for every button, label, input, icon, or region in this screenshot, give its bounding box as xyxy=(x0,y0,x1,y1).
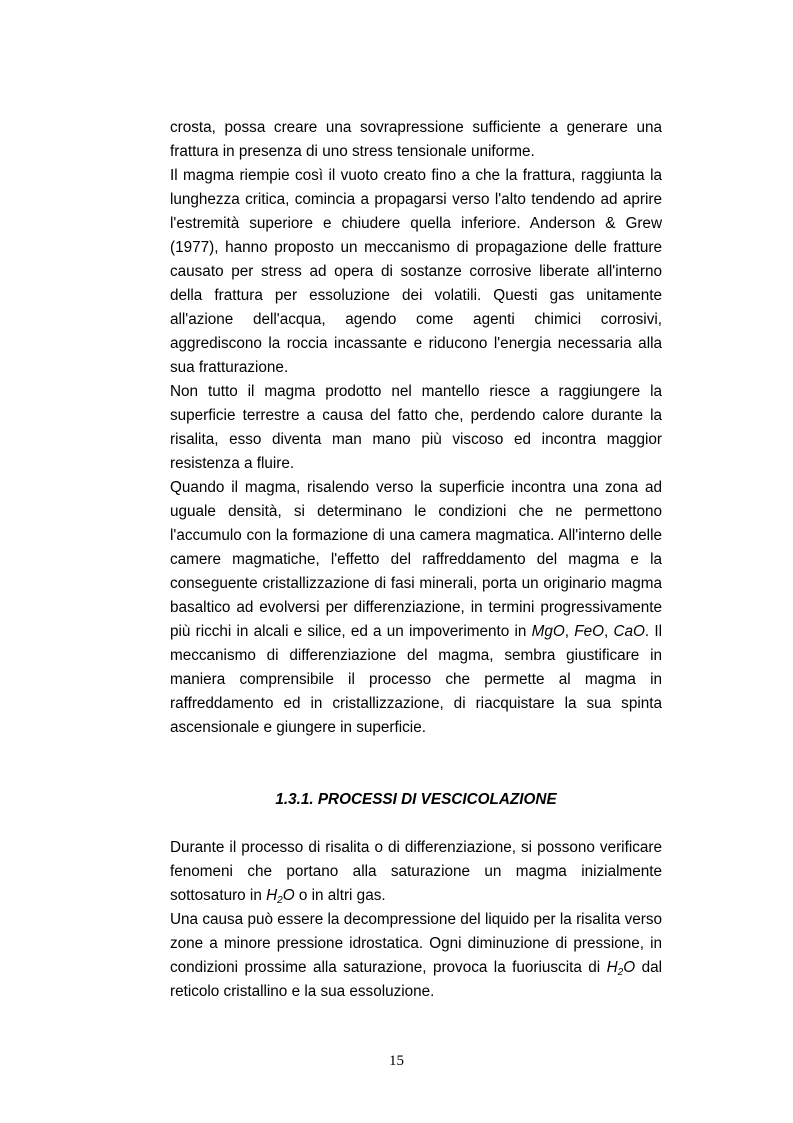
formula-o: O xyxy=(623,959,636,976)
formula-cao: CaO xyxy=(613,623,645,640)
formula-subscript: 2 xyxy=(617,967,624,978)
separator: , xyxy=(564,623,575,640)
page-body xyxy=(170,116,662,1004)
paragraph-5 xyxy=(170,836,662,908)
formula-mgo: MgO xyxy=(531,623,565,640)
paragraph-4 xyxy=(170,476,662,740)
paragraph-3: Non tutto il magma prodotto nel mantello riesce a raggiungere la superficie terrestre a causa del fatto che, perdendo calore durante la risalita, esso diventa man mano più viscoso ed incontra maggior resistenza a fluire. xyxy=(170,383,662,472)
paragraph-5-text-b: o in altri gas. xyxy=(294,887,386,904)
formula-subscript: 2 xyxy=(277,895,283,906)
paragraph-1: crosta, possa creare una sovrapressione sufficiente a generare una frattura in presenza di uno stress tensionale uniforme. xyxy=(170,119,662,160)
formula-h2o xyxy=(607,959,636,976)
paragraph-6-text-a: Una causa può essere la decompressione del liquido per la risalita verso zone a minore pressione idrostatica. Ogni diminuzione di pressione, in condizioni prossime alla saturazione, provoca la fuoriuscita di xyxy=(170,911,662,976)
paragraph-4-text-b: . Il meccanismo di differenziazione del magma, sembra giustificare in maniera comprensibile il processo che permette al magma in raffreddamento ed in cristallizzazione, di riacquistare la sua spinta ascensionale e giungere in superficie. xyxy=(170,623,662,736)
paragraph-6-text-b: dal reticolo cristallino e la sua essoluzione. xyxy=(170,959,662,1000)
paragraph-2: Il magma riempie così il vuoto creato fino a che la frattura, raggiunta la lunghezza critica, comincia a propagarsi verso l'alto tendendo ad aprire l'estremità superiore e chiudere quella inferiore. Anderson & Grew (1977), hanno proposto un meccanismo di propagazione delle fratture causato per stress ad opera di sostanze corrosive liberate all'interno della frattura per essoluzione dei volatili. Questi gas unitamente all'azione dell'acqua, agendo come agenti chimici corrosivi, aggrediscono la roccia incassante e riducono l'energia necessaria alla sua fratturazione. xyxy=(170,167,662,376)
formula-h: H xyxy=(606,959,618,976)
formula-o: O xyxy=(282,887,295,904)
paragraph-4-text-a: Quando il magma, risalendo verso la superficie incontra una zona ad uguale densità, si determinano le condizioni che ne permettono l'accumulo con la formazione di una camera magmatica. All'interno delle camere magmatiche, l'effetto del raffreddamento del magma e la conseguente cristallizzazione di fasi minerali, porta un originario magma basaltico ad evolversi per differenziazione, in termini progressivamente più ricchi in alcali e silice, ed a un impoverimento in xyxy=(170,479,662,640)
formula-h: H xyxy=(266,887,278,904)
section-gap xyxy=(170,812,662,836)
page-number: 15 xyxy=(389,1053,404,1069)
paragraph-5-text-a: Durante il processo di risalita o di differenziazione, si possono verificare fenomeni che portano alla saturazione un magma inizialmente sottosaturo in xyxy=(170,839,662,904)
paragraph-6 xyxy=(170,908,662,1004)
separator: , xyxy=(603,623,614,640)
section-heading: 1.3.1. PROCESSI DI VESCICOLAZIONE xyxy=(275,791,557,808)
formula-feo: FeO xyxy=(574,623,604,640)
formula-h2o xyxy=(266,887,295,904)
